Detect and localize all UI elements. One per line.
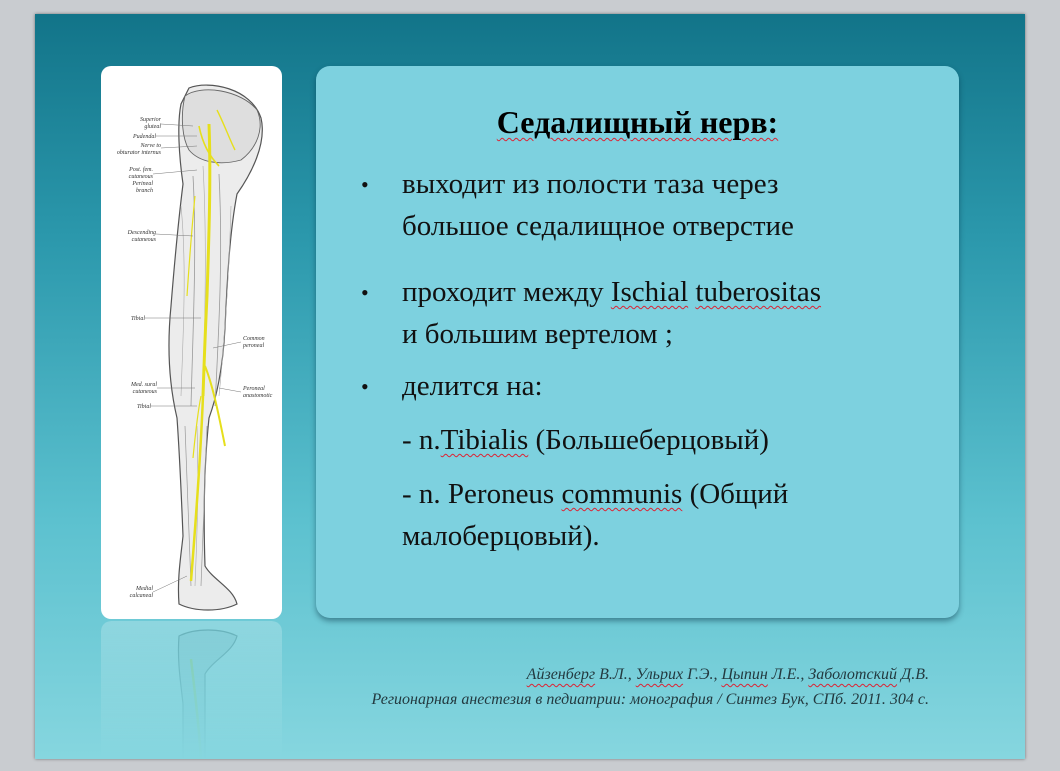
label-medial-calcaneal: Medial bbox=[136, 586, 153, 592]
slide-title: Седалищный нерв: bbox=[496, 104, 779, 140]
bullet-marker: • bbox=[361, 172, 369, 197]
label-pudendal: Pudendal bbox=[133, 134, 156, 140]
citation-authors: Айзенберг В.Л., Ульрих Г.Э., Цыпин Л.Е., Заболотский Д.В. bbox=[526, 666, 929, 683]
label-tibial-lower: Tibial bbox=[136, 404, 151, 410]
label-superior-gluteal: Superior bbox=[140, 117, 161, 123]
svg-text:cutaneous: cutaneous bbox=[128, 174, 153, 180]
bullet-marker: • bbox=[361, 280, 369, 305]
label-post-fem-cutaneous: Post. fem. bbox=[129, 167, 153, 173]
label-descending-cutaneous: Descending bbox=[127, 230, 156, 236]
sub-item-peroneus-line-2: малоберцовый). bbox=[402, 520, 600, 552]
svg-text:cutaneous: cutaneous bbox=[132, 389, 157, 395]
citation-source: Регионарная анестезия в педиатрии: монография / Синтез Бук, СПб. 2011. 304 с. bbox=[371, 691, 929, 708]
figure-reflection bbox=[101, 621, 282, 759]
bullet-3-line-1: делится на: bbox=[402, 370, 543, 402]
svg-text:branch: branch bbox=[136, 188, 153, 194]
label-nerve-obturator: Nerve to bbox=[140, 143, 161, 149]
sciatic-nerve-figure bbox=[101, 66, 282, 619]
svg-text:peroneal: peroneal bbox=[243, 343, 265, 349]
svg-text:anastomotic: anastomotic bbox=[243, 393, 273, 399]
svg-text:cutaneous: cutaneous bbox=[131, 237, 156, 243]
label-common-peroneal: Common bbox=[243, 336, 265, 342]
label-perineal-branch: Perineal bbox=[132, 181, 153, 187]
sub-item-tibialis: - n.Tibialis (Большеберцовый) bbox=[402, 424, 769, 456]
label-med-sural-cutaneous: Med. sural bbox=[131, 382, 157, 388]
bullet-1-line-1: выходит из полости таза через bbox=[402, 168, 779, 200]
svg-text:gluteal: gluteal bbox=[144, 124, 161, 130]
slide bbox=[35, 14, 1025, 759]
bullet-2-line-1: проходит между Ischial tuberositas bbox=[402, 276, 822, 308]
svg-text:obturator internus: obturator internus bbox=[116, 150, 161, 156]
label-tibial: Tibial bbox=[130, 316, 145, 322]
label-peroneal-anastomotic: Peroneal bbox=[243, 386, 265, 392]
bullet-marker: • bbox=[361, 374, 369, 399]
content-box bbox=[316, 66, 959, 618]
bullet-2-line-2: и большим вертелом ; bbox=[402, 318, 673, 350]
svg-text:calcaneal: calcaneal bbox=[129, 593, 153, 599]
sub-item-peroneus: - n. Peroneus communis (Общий bbox=[402, 478, 789, 510]
bullet-1-line-2: большое седалищное отверстие bbox=[402, 210, 794, 242]
leg-illustration bbox=[101, 66, 282, 619]
